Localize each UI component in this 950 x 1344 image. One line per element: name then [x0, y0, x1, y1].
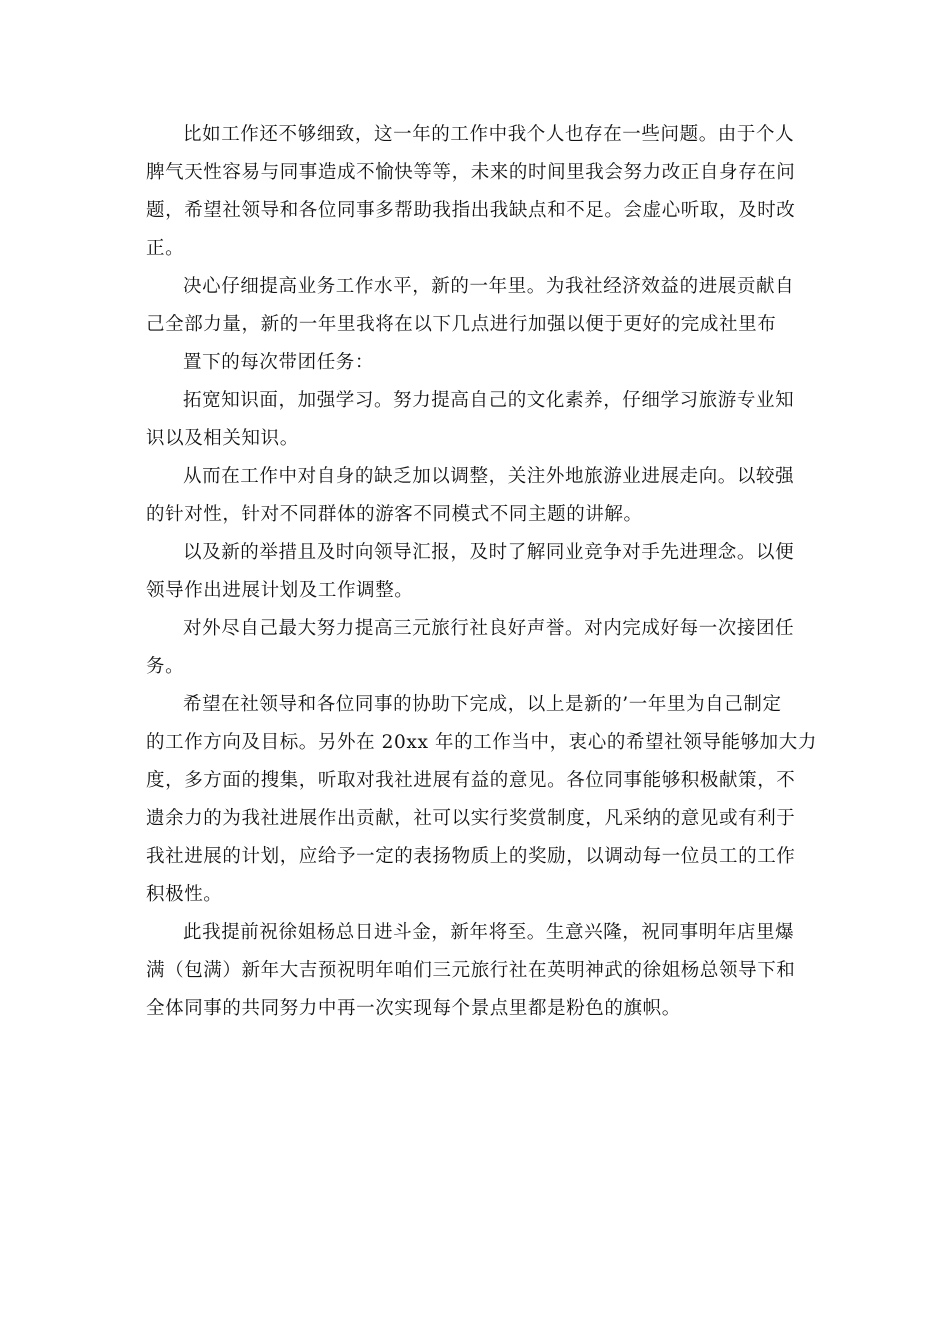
- text-line: 务。: [146, 656, 185, 677]
- text-line: 满（包满）新年大吉预祝明年咱们三元旅行社在英明神武的徐姐杨总领导下和: [146, 960, 796, 981]
- text-line: 对外尽自己最大努力提高三元旅行社良好声誉。对内完成好每一次接团任: [183, 618, 795, 639]
- text-line: 全体同事的共同努力中再一次实现每个景点里都是粉色的旗帜。: [146, 998, 681, 1019]
- document-body: [146, 116, 817, 1028]
- text-line: 的针对性，针对不同群体的游客不同模式不同主题的讲解。: [146, 504, 643, 525]
- text-line: 遗余力的为我社进展作出贡献，社可以实行奖赏制度，凡采纳的意见或有利于: [146, 808, 796, 829]
- text-line: 以及新的举措且及时向领导汇报，及时了解同业竞争对手先进理念。以便: [183, 542, 795, 563]
- text-line: 比如工作还不够细致，这一年的工作中我个人也存在一些问题。由于个人: [183, 124, 795, 145]
- text-line: 拓宽知识面，加强学习。努力提高自己的文化素养，仔细学习旅游专业知: [183, 390, 795, 411]
- text-line: 积极性。: [146, 884, 223, 905]
- text-line: 己全部力量，新的一年里我将在以下几点进行加强以便于更好的完成社里布: [146, 314, 777, 335]
- text-line: 脾气天性容易与同事造成不愉快等等，未来的时间里我会努力改正自身存在问: [146, 162, 796, 183]
- text-line: 识以及相关知识。: [146, 428, 299, 449]
- text-line: 题，希望社领导和各位同事多帮助我指出我缺点和不足。会虚心听取，及时改: [146, 200, 796, 221]
- text-line: 正。: [146, 238, 185, 259]
- text-line: 从而在工作中对自身的缺乏加以调整，关注外地旅游业进展走向。以较强: [183, 466, 795, 487]
- text-line: 领导作出进展计划及工作调整。: [146, 580, 414, 601]
- text-line: 度，多方面的搜集，听取对我社进展有益的意见。各位同事能够积极献策，不: [146, 770, 796, 791]
- text-line: 置下的每次带团任务：: [183, 352, 375, 373]
- text-line: 我社进展的计划，应给予一定的表扬物质上的奖励，以调动每一位员工的工作: [146, 846, 796, 867]
- text-line: 决心仔细提高业务工作水平，新的一年里。为我社经济效益的进展贡献自: [183, 276, 795, 297]
- text-line: 此我提前祝徐姐杨总日进斗金，新年将至。生意兴隆，祝同事明年店里爆: [183, 922, 795, 943]
- text-line: 希望在社领导和各位同事的协助下完成，以上是新的’一年里为自己制定: [183, 694, 782, 715]
- text-line: 的工作方向及目标。另外在 20xx 年的工作当中，衷心的希望社领导能够加大力: [146, 732, 817, 753]
